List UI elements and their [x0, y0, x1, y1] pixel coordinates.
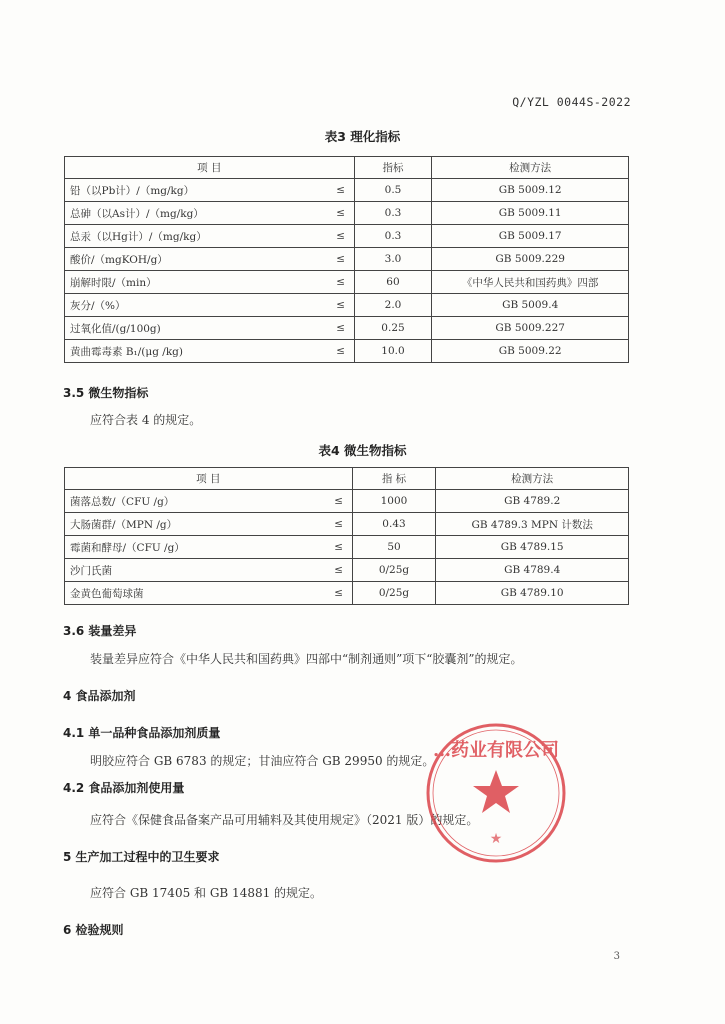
- table4-cell-item: 霉菌和酵母/（CFU /g）: [65, 536, 326, 559]
- table4-row: [65, 536, 629, 559]
- table3-cell-method: GB 5009.17: [432, 225, 629, 248]
- section-6-heading: 6 检验规则: [63, 923, 124, 937]
- table3-row: [65, 294, 629, 317]
- table3-row: [65, 271, 629, 294]
- table3-cell-value: 0.5: [354, 179, 432, 202]
- table4-cell-item: 大肠菌群/（MPN /g）: [65, 513, 326, 536]
- table3-header-row: [65, 157, 629, 179]
- section-4-2-heading: 4.2 食品添加剂使用量: [63, 781, 185, 795]
- table4-cell-item: 沙门氏菌: [65, 559, 326, 582]
- table3-cell-op: ≤: [328, 271, 354, 294]
- page-number: 3: [613, 951, 620, 962]
- table3-cell-op: ≤: [328, 202, 354, 225]
- table4-header-item: 项 目: [65, 468, 353, 490]
- section-3-6-heading: 3.6 装量差异: [63, 624, 137, 638]
- table3-cell-op: ≤: [328, 317, 354, 340]
- table3-cell-item: 过氧化值/(g/100g): [65, 317, 328, 340]
- table4-cell-method: GB 4789.10: [436, 582, 629, 605]
- table4-cell-method: GB 4789.3 MPN 计数法: [436, 513, 629, 536]
- table4-cell-op: ≤: [326, 582, 352, 605]
- table4-header-row: [65, 468, 629, 490]
- seal-text: …药业有限公司: [433, 740, 559, 761]
- table3-cell-op: ≤: [328, 179, 354, 202]
- section-3-5-heading: 3.5 微生物指标: [63, 386, 149, 400]
- table3: [64, 156, 629, 363]
- table3-cell-method: 《中华人民共和国药典》四部: [432, 271, 629, 294]
- company-seal: [416, 718, 576, 868]
- table4-cell-item: 菌落总数/（CFU /g）: [65, 490, 326, 513]
- table4-cell-value: 0/25g: [352, 582, 436, 605]
- table4-cell-value: 50: [352, 536, 436, 559]
- section-5-text: 应符合 GB 17405 和 GB 14881 的规定。: [90, 886, 323, 900]
- standard-number: Q/YZL 0044S-2022: [512, 95, 631, 109]
- table3-cell-op: ≤: [328, 294, 354, 317]
- table4-cell-value: 0/25g: [352, 559, 436, 582]
- table3-cell-value: 10.0: [354, 340, 432, 363]
- table4: [64, 467, 629, 605]
- table3-row: [65, 248, 629, 271]
- table3-cell-item: 铅（以Pb计）/（mg/kg）: [65, 179, 328, 202]
- table4-cell-op: ≤: [326, 559, 352, 582]
- section-4-2-text: 应符合《保健食品备案产品可用辅料及其使用规定》（2021 版）的规定。: [90, 813, 479, 827]
- table4-row: [65, 582, 629, 605]
- table3-row: [65, 202, 629, 225]
- section-3-5-text: 应符合表 4 的规定。: [90, 413, 202, 427]
- table4-row: [65, 513, 629, 536]
- table4-cell-method: GB 4789.4: [436, 559, 629, 582]
- section-4-heading: 4 食品添加剂: [63, 689, 136, 703]
- table3-cell-item: 灰分/（%）: [65, 294, 328, 317]
- table3-cell-method: GB 5009.4: [432, 294, 629, 317]
- seal-star-icon: [473, 770, 519, 813]
- table3-header-item: 项 目: [65, 157, 355, 179]
- table3-cell-value: 3.0: [354, 248, 432, 271]
- table3-body: [65, 179, 629, 363]
- table3-cell-value: 60: [354, 271, 432, 294]
- section-3-6-text: 装量差异应符合《中华人民共和国药典》四部中“制剂通则”项下“胶囊剂”的规定。: [90, 652, 523, 666]
- table4-header-method: 检测方法: [436, 468, 629, 490]
- table4-cell-method: GB 4789.2: [436, 490, 629, 513]
- section-4-1-text: 明胶应符合 GB 6783 的规定；甘油应符合 GB 29950 的规定。: [90, 754, 435, 768]
- table4-cell-op: ≤: [326, 536, 352, 559]
- table3-cell-method: GB 5009.12: [432, 179, 629, 202]
- table3-cell-op: ≤: [328, 248, 354, 271]
- table4-row: [65, 490, 629, 513]
- table4-body: [65, 490, 629, 605]
- table4-cell-item: 金黄色葡萄球菌: [65, 582, 326, 605]
- table3-row: [65, 340, 629, 363]
- table3-cell-value: 0.3: [354, 225, 432, 248]
- table4-row: [65, 559, 629, 582]
- table4-cell-value: 1000: [352, 490, 436, 513]
- table4-header-value: 指 标: [352, 468, 436, 490]
- table3-cell-value: 0.3: [354, 202, 432, 225]
- table4-cell-op: ≤: [326, 513, 352, 536]
- table3-cell-op: ≤: [328, 340, 354, 363]
- table3-cell-method: GB 5009.229: [432, 248, 629, 271]
- table4-caption: 表4 微生物指标: [318, 443, 407, 458]
- table3-caption: 表3 理化指标: [324, 129, 401, 144]
- section-4-1-heading: 4.1 单一品种食品添加剂质量: [63, 726, 221, 740]
- table3-row: [65, 225, 629, 248]
- table3-cell-item: 黄曲霉毒素 B₁/(μg /kg): [65, 340, 328, 363]
- table3-cell-method: GB 5009.11: [432, 202, 629, 225]
- table3-header-value: 指标: [354, 157, 432, 179]
- table3-cell-op: ≤: [328, 225, 354, 248]
- table4-cell-op: ≤: [326, 490, 352, 513]
- table3-cell-item: 酸价/（mgKOH/g）: [65, 248, 328, 271]
- svg-text:★: ★: [489, 831, 503, 847]
- table3-cell-item: 总砷（以As计）/（mg/kg）: [65, 202, 328, 225]
- table3-cell-value: 2.0: [354, 294, 432, 317]
- table3-cell-item: 崩解时限/（min）: [65, 271, 328, 294]
- table4-cell-value: 0.43: [352, 513, 436, 536]
- table3-cell-method: GB 5009.227: [432, 317, 629, 340]
- section-5-heading: 5 生产加工过程中的卫生要求: [63, 850, 220, 864]
- table3-header-method: 检测方法: [432, 157, 629, 179]
- table3-cell-value: 0.25: [354, 317, 432, 340]
- table4-cell-method: GB 4789.15: [436, 536, 629, 559]
- table3-cell-method: GB 5009.22: [432, 340, 629, 363]
- table3-row: [65, 317, 629, 340]
- table3-row: [65, 179, 629, 202]
- table3-cell-item: 总汞（以Hg计）/（mg/kg）: [65, 225, 328, 248]
